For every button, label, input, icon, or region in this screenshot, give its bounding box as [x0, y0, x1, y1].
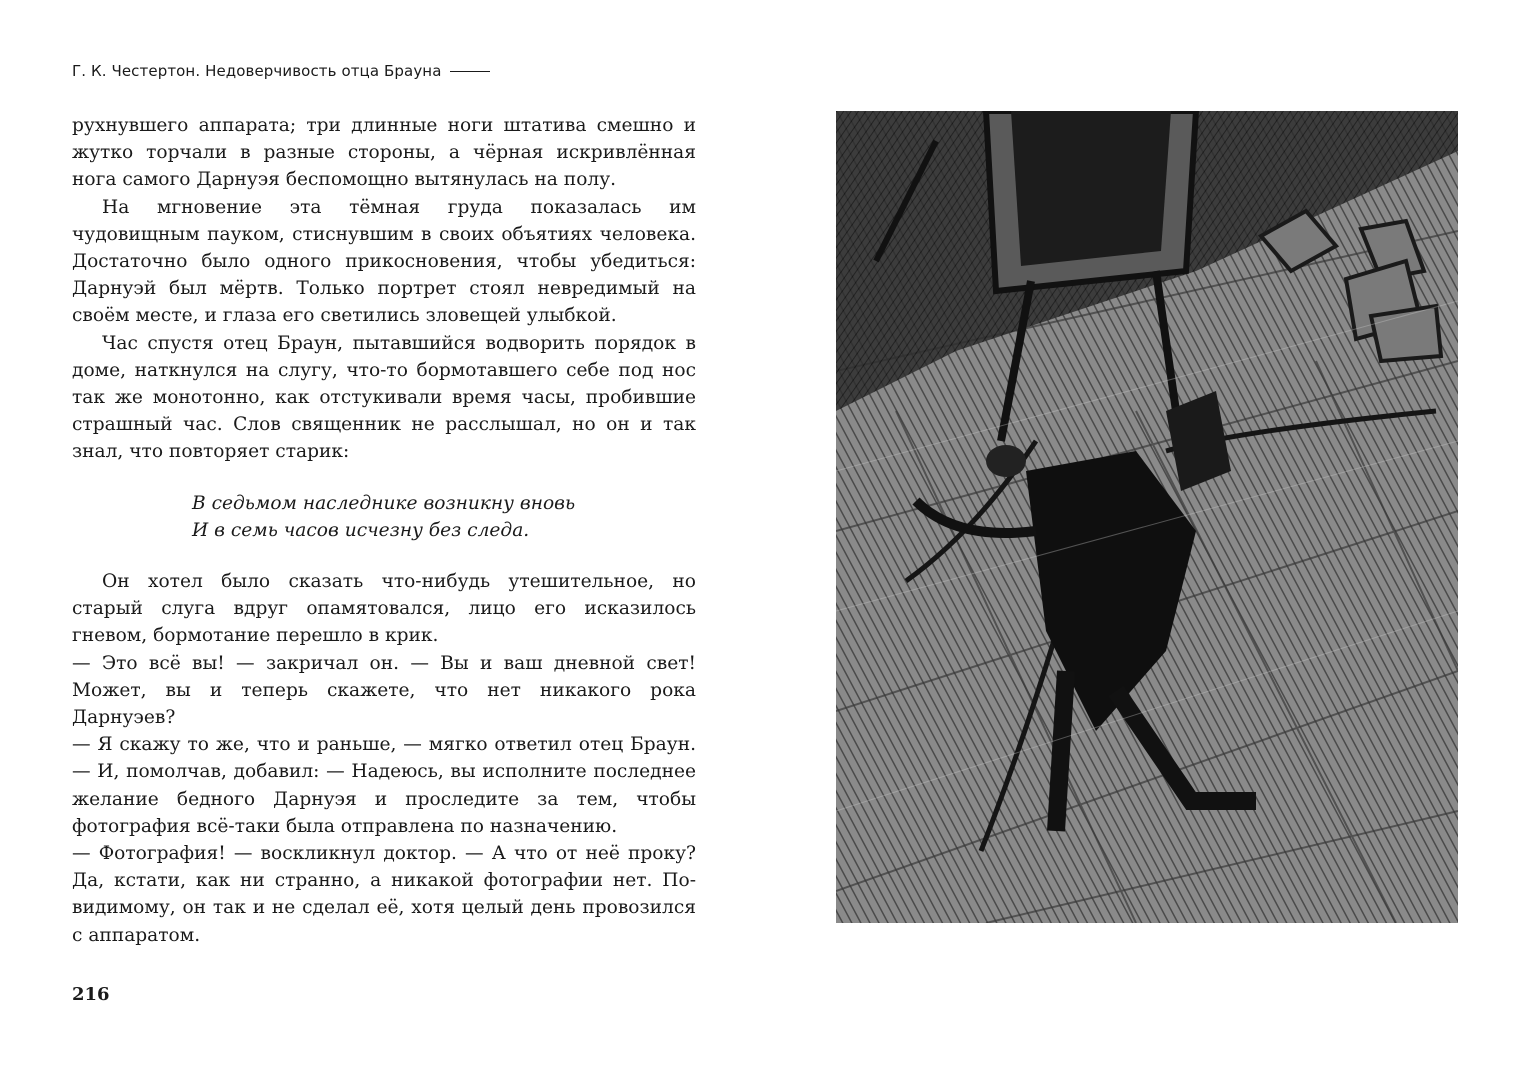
paragraph-7: — Фотография! — воскликнул доктор. — А что от неё проку? Да, кстати, как ни странно, а никакой фотографии нет. По-видимому, он так и не сделал её, хотя целый день провозился с аппаратом.	[72, 843, 696, 946]
paragraph-2: На мгновение эта тёмная груда показалась им чудовищным пауком, стиснувшим в своих объятиях человека. Достаточно было одного прикосновения, чтобы убедиться: Дарнуэй был мёртв. Только портрет стоял невредимый на своём месте, и глаза его светились зловещей улыбкой.	[72, 196, 696, 327]
running-head-title: Г. К. Честертон. Недоверчивость отца Брауна	[72, 62, 442, 80]
paragraph-3: Час спустя отец Браун, пытавшийся водворить порядок в доме, наткнулся на слугу, что-то бормотавшего себе под нос так же монотонно, как отстукивали время часы, пробившие страшный час. Слов священник не расслышал, но он и так знал, что повторяет старик:	[72, 332, 696, 463]
verse-line-1: В седьмом наследнике возникну вновь	[192, 492, 576, 514]
verse-block	[192, 490, 696, 544]
running-head	[72, 62, 490, 80]
paragraph-5: — Это всё вы! — закричал он. — Вы и ваш дневной свет! Может, вы и теперь скажете, что нет никакого рока Дарнуэев?	[72, 652, 696, 729]
paragraph-6: — Я скажу то же, что и раньше, — мягко ответил отец Браун. — И, помолчав, добавил: — Надеюсь, вы исполните последнее желание бедного Дарнуэя и проследите за тем, чтобы фотография всё-таки была отправлена по назначению.	[72, 734, 696, 837]
illustration-drawing	[836, 111, 1458, 923]
paragraph-4: Он хотел было сказать что-нибудь утешительное, но старый слуга вдруг опамятовался, лицо его исказилось гневом, бормотание перешло в крик.	[72, 571, 696, 647]
text-column	[72, 112, 696, 949]
paragraph-1: рухнувшего аппарата; три длинные ноги штатива смешно и жутко торчали в разные стороны, а чёрная искривлённая нога самого Дарнуэя беспомощно вытянулась на полу.	[72, 115, 696, 191]
illustration-fallen-photographer	[836, 111, 1458, 923]
verse-line-2: И в семь часов исчезну без следа.	[192, 519, 530, 541]
page-number: 216	[72, 984, 110, 1005]
running-head-rule	[450, 71, 490, 72]
